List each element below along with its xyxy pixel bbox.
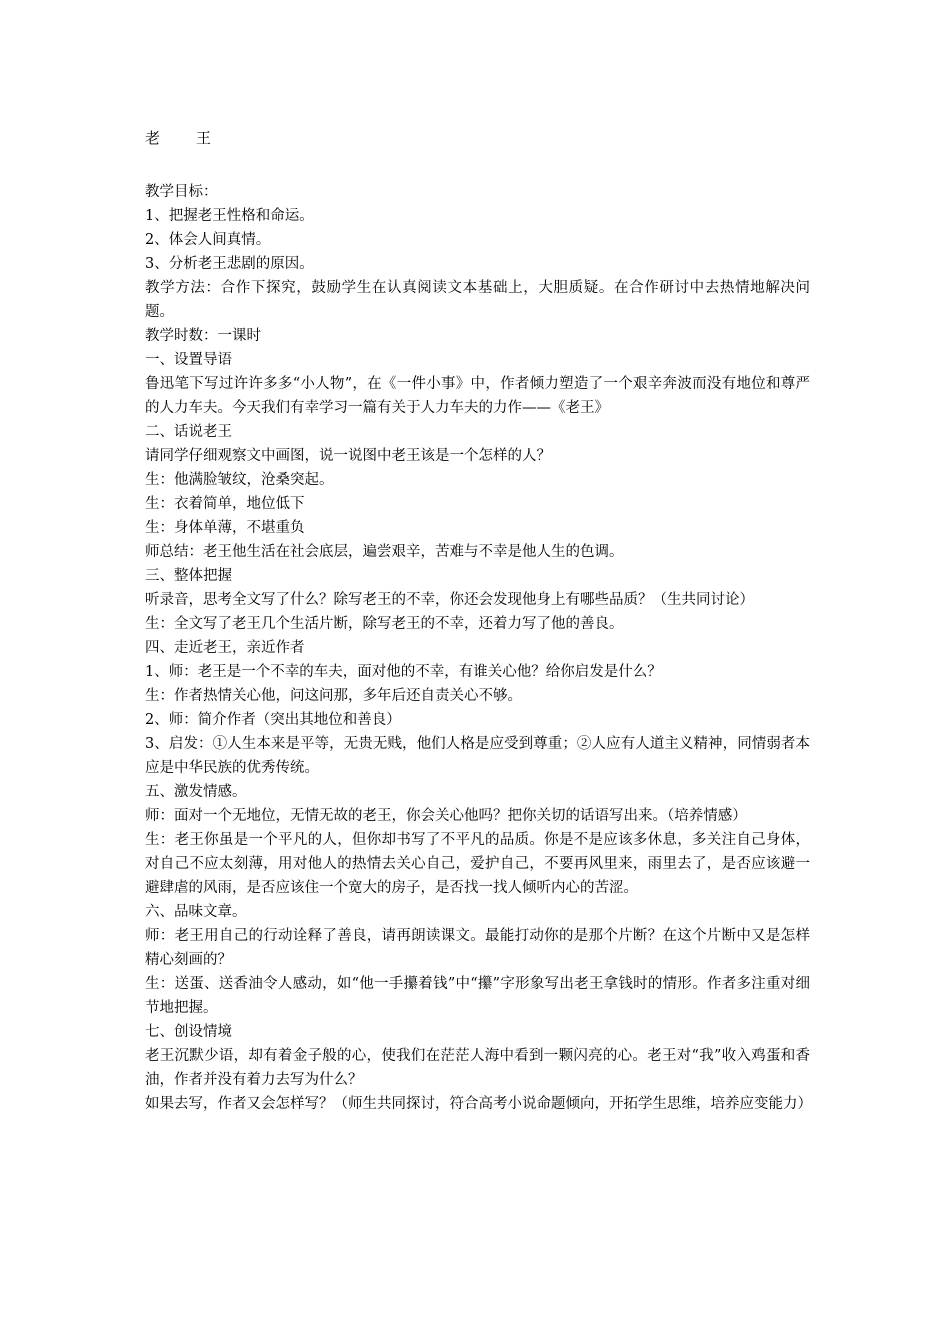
paragraph: 三、整体把握	[145, 568, 232, 584]
paragraph: 二、话说老王	[145, 424, 232, 440]
paragraph: 生：全文写了老王几个生活片断，除写老王的不幸，还着力写了他的善良。	[145, 616, 624, 632]
paragraph: 3、分析老王悲剧的原因。	[145, 256, 314, 272]
paragraph: 教学时数：一课时	[145, 328, 261, 344]
paragraph: 教学方法：合作下探究，鼓励学生在认真阅读文本基础上，大胆质疑。在合作研讨中去热情地解决问题。	[145, 280, 810, 320]
paragraph: 教学目标：	[145, 184, 218, 200]
paragraph: 生：送蛋、送香油令人感动，如“他一手攥着钱”中“攥”字形象写出老王拿钱时的情形。作者多注重对细节地把握。	[145, 976, 810, 1016]
paragraph: 师：面对一个无地位，无情无故的老王，你会关心他吗？把你关切的话语写出来。（培养情感）	[145, 808, 747, 824]
paragraph: 四、走近老王，亲近作者	[145, 640, 305, 656]
document-body	[145, 180, 810, 1116]
paragraph: 生：老王你虽是一个平凡的人，但你却书写了不平凡的品质。你是不是应该多休息，多关注自己身体，对自己不应太刻薄，用对他人的热情去关心自己，爱护自己，不要再风里来，雨里去了，是否应该避一避肆虐的风雨，是否应该住一个宽大的房子，是否找一找人倾听内心的苦涩。	[145, 832, 810, 896]
paragraph: 生：他满脸皱纹，沧桑突起。	[145, 472, 334, 488]
paragraph: 一、设置导语	[145, 352, 232, 368]
paragraph: 3、启发：①人生本来是平等，无贵无贱，他们人格是应受到尊重；②人应有人道主义精神，同情弱者本应是中华民族的优秀传统。	[145, 736, 810, 776]
paragraph: 生：衣着简单，地位低下	[145, 496, 305, 512]
paragraph: 如果去写，作者又会怎样写？（师生共同探讨，符合高考小说命题倾向，开拓学生思维，培养应变能力）	[145, 1096, 812, 1112]
paragraph: 生：作者热情关心他，问这问那，多年后还自责关心不够。	[145, 688, 522, 704]
paragraph: 2、体会人间真情。	[145, 232, 271, 248]
paragraph: 五、激发情感。	[145, 784, 247, 800]
paragraph: 老王沉默少语，却有着金子般的心，使我们在茫茫人海中看到一颗闪亮的心。老王对“我”收入鸡蛋和香油，作者并没有着力去写为什么？	[145, 1048, 810, 1088]
paragraph: 1、师：老王是一个不幸的车夫，面对他的不幸，有谁关心他？给你启发是什么？	[145, 664, 662, 680]
paragraph: 请同学仔细观察文中画图，说一说图中老王该是一个怎样的人？	[145, 448, 551, 464]
paragraph: 师总结：老王他生活在社会底层，遍尝艰辛，苦难与不幸是他人生的色调。	[145, 544, 624, 560]
paragraph: 六、品味文章。	[145, 904, 247, 920]
document-title: 老 王	[145, 129, 214, 147]
paragraph: 师：老王用自己的行动诠释了善良，请再朗读课文。最能打动你的是那个片断？在这个片断中又是怎样精心刻画的？	[145, 928, 810, 968]
paragraph: 鲁迅笔下写过许许多多“小人物”，在《一件小事》中，作者倾力塑造了一个艰辛奔波而没有地位和尊严的人力车夫。今天我们有幸学习一篇有关于人力车夫的力作——《老王》	[145, 376, 810, 416]
paragraph: 2、师：简介作者（突出其地位和善良）	[145, 712, 401, 728]
paragraph: 1、把握老王性格和命运。	[145, 208, 314, 224]
paragraph: 七、创设情境	[145, 1024, 232, 1040]
paragraph: 生：身体单薄，不堪重负	[145, 520, 305, 536]
paragraph: 听录音，思考全文写了什么？除写老王的不幸，你还会发现他身上有哪些品质？（生共同讨论）	[145, 592, 754, 608]
